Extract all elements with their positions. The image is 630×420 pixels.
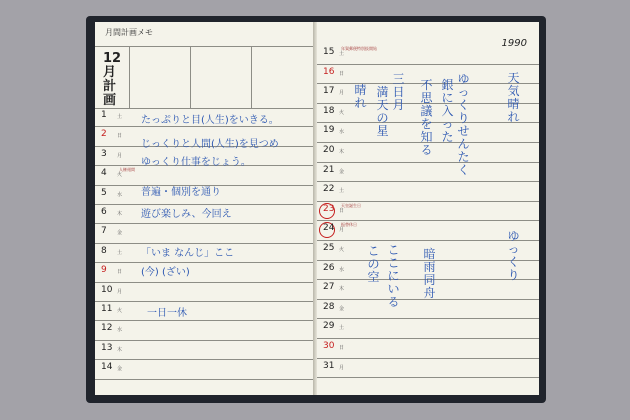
day-number: 28 <box>323 301 335 312</box>
day-number: 5 <box>101 187 107 198</box>
weekday-label: 金 <box>117 230 123 237</box>
day-row <box>95 321 313 337</box>
day-row <box>317 221 539 237</box>
weekday-label: 木 <box>117 346 123 353</box>
weekday-label: 火 <box>339 109 345 116</box>
column-divider <box>129 46 130 108</box>
day-number: 31 <box>323 360 335 371</box>
vertical-note: 不 思 議 を 知 る <box>420 78 433 157</box>
weekday-label: 木 <box>339 149 345 155</box>
day-number: 25 <box>323 243 335 253</box>
weekday-label: 土 <box>339 51 345 57</box>
day-row <box>317 359 539 375</box>
holiday-label: 人権週間 <box>119 167 135 173</box>
weekday-label: 月 <box>339 90 345 97</box>
vertical-note: ゆ っ く り <box>507 229 520 282</box>
day-row <box>95 360 313 376</box>
vertical-note: 満 天 の 星 <box>376 85 389 138</box>
day-number: 4 <box>101 168 107 179</box>
vertical-note: 銀 に 入 っ た <box>441 78 454 144</box>
day-row <box>317 163 539 179</box>
holiday-label: 振替休日 <box>341 222 357 228</box>
column-divider <box>251 46 252 108</box>
day-number: 6 <box>101 207 107 217</box>
weekday-label: 火 <box>339 247 345 253</box>
handwritten-note: たっぷりと目(人生)をいきる。 <box>141 115 279 126</box>
handwritten-note: 普遍・個別を通り <box>141 187 221 198</box>
day-number: 23 <box>323 203 335 214</box>
day-number: 12 <box>101 323 113 334</box>
day-row <box>95 302 313 318</box>
weekday-label: 日 <box>339 345 345 351</box>
day-number: 19 <box>323 125 335 136</box>
day-number: 10 <box>101 284 113 295</box>
day-number: 11 <box>101 304 113 314</box>
day-number: 22 <box>323 184 335 195</box>
handwritten-note: 一日一休 <box>147 308 187 319</box>
weekday-label: 金 <box>339 305 345 312</box>
weekday-label: 土 <box>117 114 123 120</box>
day-row <box>317 202 539 218</box>
month-title: 12 月 計 画 <box>103 51 122 108</box>
header-rule <box>95 46 313 47</box>
day-row <box>95 263 313 279</box>
day-number: 20 <box>323 145 335 155</box>
weekday-label: 水 <box>339 129 345 136</box>
weekday-label: 水 <box>339 266 345 273</box>
column-divider <box>190 46 191 108</box>
day-number: 1 <box>101 110 107 120</box>
day-row <box>317 300 539 316</box>
weekday-label: 水 <box>117 191 123 198</box>
weekday-label: 火 <box>117 172 123 179</box>
vertical-note: ゆ っ く り せ ん た く <box>457 72 470 177</box>
day-number: 26 <box>323 262 335 273</box>
weekday-label: 水 <box>117 327 123 334</box>
day-number: 2 <box>101 129 107 140</box>
day-number: 21 <box>323 164 335 175</box>
handwritten-note: じっくりと人間(人生)を見つめ <box>141 139 279 150</box>
day-number: 27 <box>323 282 335 293</box>
vertical-note: 暗 雨 同 舟 <box>423 247 436 300</box>
day-row <box>317 45 539 61</box>
weekday-label: 土 <box>339 325 345 332</box>
weekday-label: 月 <box>339 364 345 371</box>
vertical-note: こ の 空 <box>367 244 380 284</box>
weekday-label: 月 <box>117 288 123 295</box>
day-number: 16 <box>323 66 335 77</box>
vertical-note: 晴 れ <box>354 83 367 110</box>
holiday-label: 天皇誕生日 <box>341 202 361 208</box>
day-number: 24 <box>323 223 335 234</box>
handwritten-note: ゆっくり仕事をじょう。 <box>141 157 251 168</box>
vertical-note: 三 日 月 <box>392 72 405 112</box>
row-rule <box>95 379 313 380</box>
weekday-label: 月 <box>117 152 123 159</box>
day-number: 13 <box>101 342 113 353</box>
weekday-label: 金 <box>339 168 345 175</box>
left-header: 月間計画メモ <box>105 28 153 37</box>
day-number: 15 <box>323 47 335 57</box>
handwritten-note: 「いま なんじ」ここ <box>141 248 235 259</box>
day-number: 3 <box>101 148 107 159</box>
day-number: 17 <box>323 86 335 97</box>
weekday-label: 日 <box>339 207 345 214</box>
day-row <box>317 182 539 198</box>
day-number: 7 <box>101 226 107 237</box>
weekday-label: 土 <box>339 188 345 195</box>
day-number: 9 <box>101 265 107 276</box>
year-label: 1990 <box>501 38 527 49</box>
day-number: 14 <box>101 362 113 373</box>
vertical-note: こ こ に い る <box>387 243 400 309</box>
day-row <box>95 224 313 240</box>
day-number: 29 <box>323 321 335 332</box>
day-number: 18 <box>323 105 335 116</box>
day-number: 30 <box>323 341 335 351</box>
weekday-label: 火 <box>117 308 123 314</box>
weekday-label: 日 <box>117 133 123 140</box>
row-rule <box>317 377 539 378</box>
handwritten-note: (今) (ざい) <box>141 267 190 278</box>
weekday-label: 日 <box>339 70 345 77</box>
vertical-note: 天 気 晴 れ <box>507 71 520 124</box>
day-row <box>317 319 539 335</box>
weekday-label: 木 <box>117 211 123 217</box>
weekday-label: 木 <box>339 286 345 293</box>
weekday-label: 土 <box>117 249 123 256</box>
day-row <box>317 339 539 355</box>
holiday-label: 年賀郵便特別扱開始 <box>341 46 377 51</box>
weekday-label: 月 <box>339 227 345 234</box>
day-row <box>95 166 313 182</box>
day-number: 8 <box>101 245 107 256</box>
weekday-label: 日 <box>117 269 123 276</box>
weekday-label: 金 <box>117 366 123 373</box>
day-row <box>95 283 313 299</box>
day-row <box>95 341 313 357</box>
handwritten-note: 遊び楽しみ、今回え <box>141 209 232 220</box>
